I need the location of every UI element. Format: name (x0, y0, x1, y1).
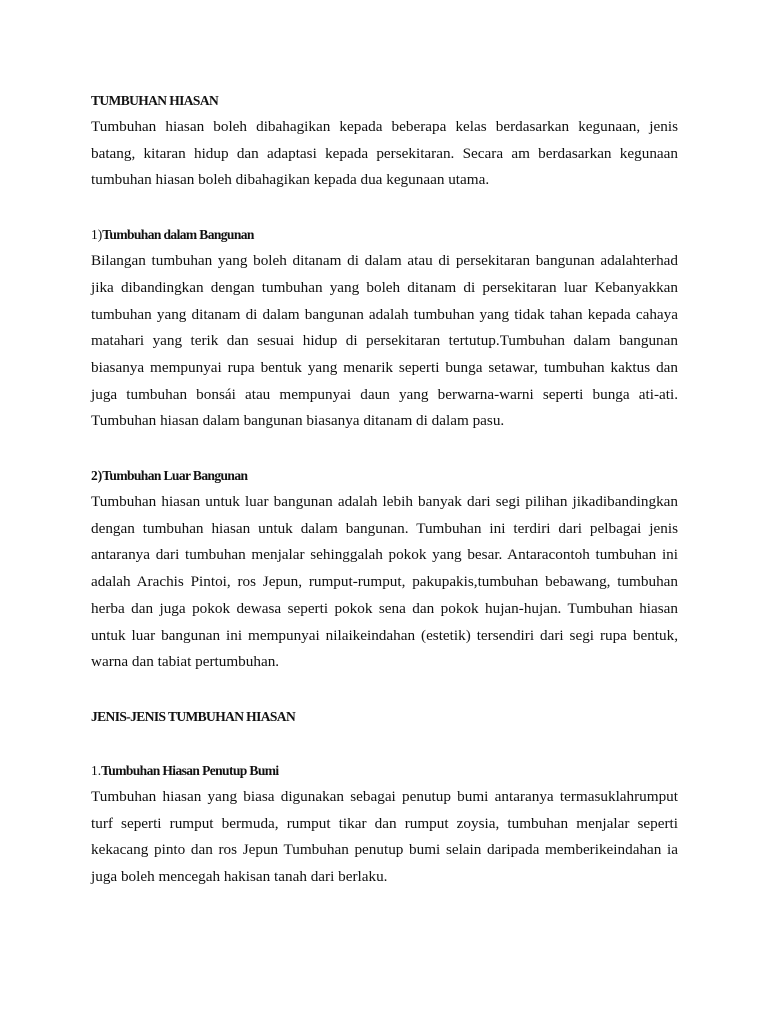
jenis-1-heading (91, 758, 678, 784)
spacer (91, 730, 678, 758)
section-1-number: 1) (91, 227, 103, 243)
section-1-heading (91, 222, 678, 248)
spacer (91, 194, 678, 222)
jenis-heading: JENIS-JENIS TUMBUHAN HIASAN (91, 708, 296, 724)
intro-paragraph: Tumbuhan hiasan boleh dibahagikan kepada beberapa kelas berdasarkan kegunaan, jenis batang, kitaran hidup dan adaptasi kepada persekitaran. Secara am berdasarkan kegunaan tumbuhan hiasan boleh dibahagikan kepada dua kegunaan utama. (91, 118, 678, 189)
section-2-heading (91, 463, 678, 489)
spacer (91, 676, 678, 704)
jenis-1-title: Tumbuhan Hiasan Penutup Bumi (101, 762, 279, 778)
document-page (91, 88, 678, 891)
section-2-number: 2) (91, 468, 103, 484)
main-title: TUMBUHAN HIASAN (91, 93, 219, 108)
jenis-1-number: 1. (91, 762, 102, 778)
section-1-paragraph: Bilangan tumbuhan yang boleh ditanam di dalam atau di persekitaran bangunan adalahterhad jika dibandingkan dengan tumbuhan yang boleh ditanam di persekitaran luar Kebanyakkan tumbuhan yang ditanam di dalam bangunan adalah tumbuhan yang tidak tahan kepada cahaya matahari yang terik dan sesuai hidup di persekitaran tertutup.Tumbuhan dalam bangunan biasanya mempunyai rupa bentuk yang menarik seperti bunga setawar, tumbuhan kaktus dan juga tumbuhan bonsái atau mempunyai daun yang berwarna-warni seperti bunga ati-ati. Tumbuhan hiasan dalam bangunan biasanya ditanam di dalam pasu. (91, 252, 678, 430)
section-2-paragraph: Tumbuhan hiasan untuk luar bangunan adalah lebih banyak dari segi pilihan jikadibandingkan dengan tumbuhan hiasan untuk dalam bangunan. Tumbuhan ini terdiri dari pelbagai jenis antaranya dari tumbuhan menjalar sehinggalah pokok yang besar. Antaracontoh tumbuhan ini adalah Arachis Pintoi, ros Jepun, rumput-rumput, pakupakis,tumbuhan bebawang, tumbuhan herba dan juga pokok dewasa seperti pokok sena dan pokok hujan-hujan. Tumbuhan hiasan untuk luar bangunan ini mempunyai nilaikeindahan (estetik) tersendiri dari segi rupa bentuk, warna dan tabiat pertumbuhan. (91, 493, 678, 671)
jenis-1-paragraph: Tumbuhan hiasan yang biasa digunakan sebagai penutup bumi antaranya termasuklahrumput turf seperti rumput bermuda, rumput tikar dan rumput zoysia, tumbuhan menjalar seperti kekacang pinto dan ros Jepun Tumbuhan penutup bumi selain daripada memberikeindahan ia juga boleh mencegah hakisan tanah dari berlaku. (91, 787, 678, 886)
section-2-title: Tumbuhan Luar Bangunan (102, 468, 248, 484)
spacer (91, 435, 678, 463)
section-1-title: Tumbuhan dalam Bangunan (102, 227, 254, 243)
